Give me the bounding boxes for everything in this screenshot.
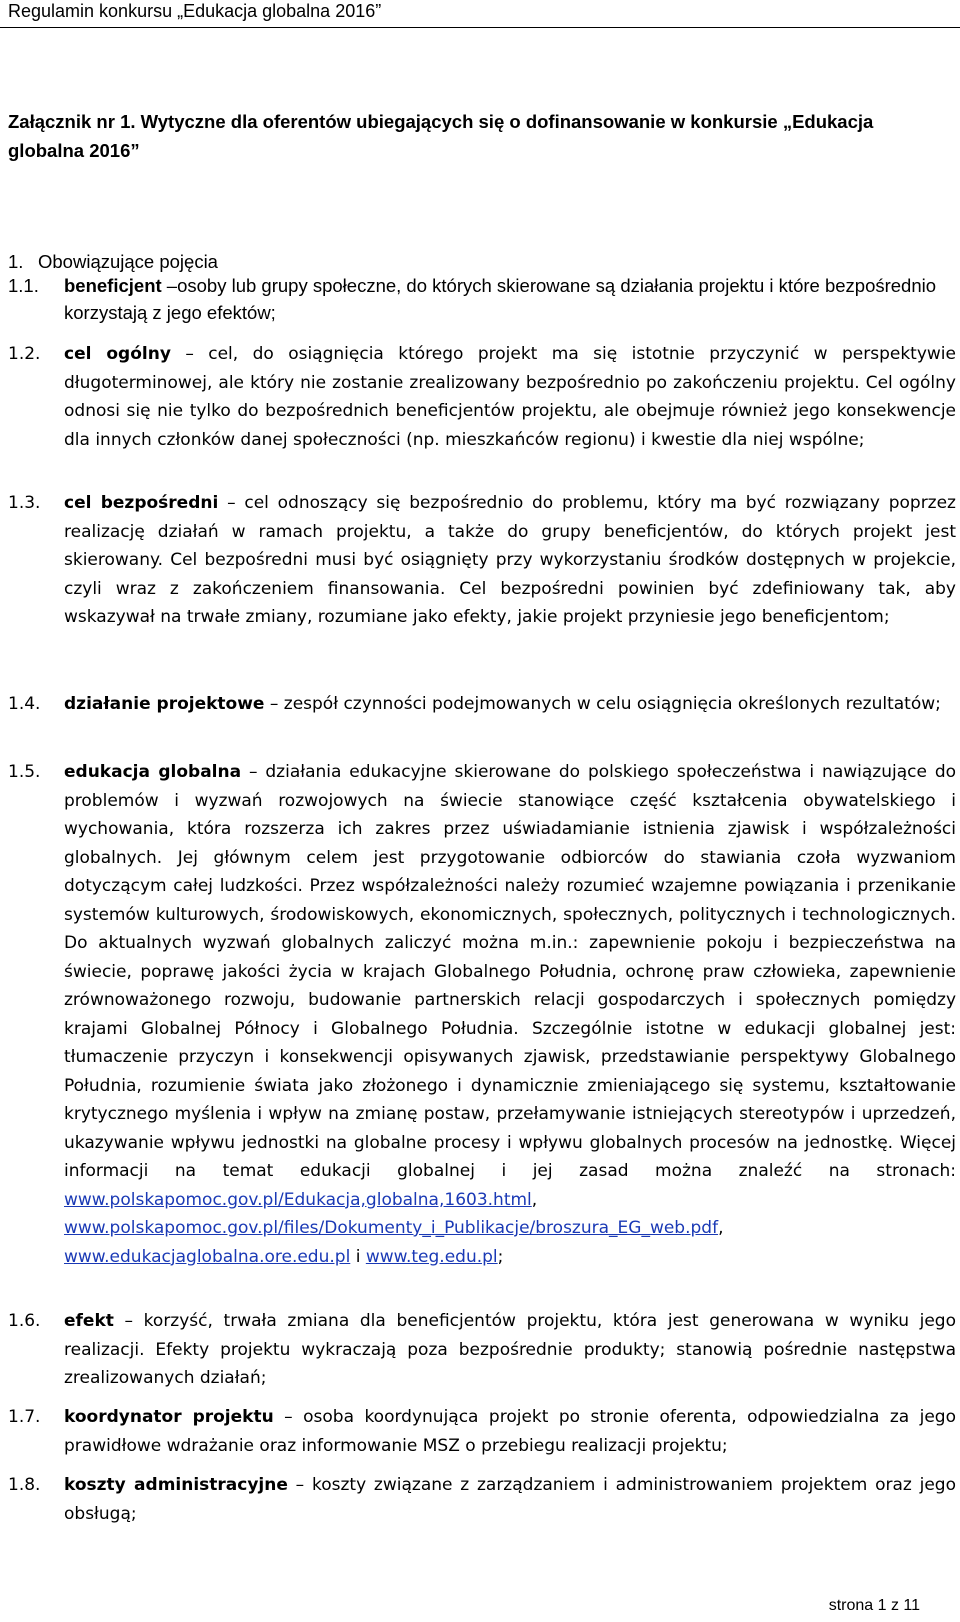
annex-title: Załącznik nr 1. Wytyczne dla oferentów ubiegających się o dofinansowanie w konkursie „Edukacja globalna 2016”: [8, 111, 874, 161]
definition-term: cel bezpośredni: [64, 493, 219, 513]
definition-item: [8, 1307, 956, 1393]
definition-item: [8, 690, 956, 719]
link-polskapomoc-edukacja[interactable]: www.polskapomoc.gov.pl/Edukacja,globalna,1603.html: [64, 1189, 532, 1210]
definition-text: – działania edukacyjne skierowane do polskiego społeczeństwa i nawiązujące do problemów i wyzwań rozwojowych na świecie stanowiące część kształcenia obywatelskiego i wychowania, która rozszerza ich zakres przez uświadamianie istnienia zjawisk i współzależności globalnych. Jej głównym celem jest przygotowanie odbiorców do stawiania czoła wyzwaniom dotyczącym całej ludzkości. Przez współzależności należy rozumieć wzajemne powiązania i przenikanie systemów kulturowych, środowiskowych, ekonomicznych, społecznych, politycznych i technologicznych. Do aktualnych wyzwań globalnych zaliczyć można m.in.: zapewnienie pokoju i bezpieczeństwa na świecie, poprawę jakości życia w krajach Globalnego Południa, ochronę praw człowieka, zapewnienie zrównoważonego rozwoju, budowanie partnerskich relacji gospodarczych i społecznych pomiędzy krajami Globalnej Północy i Globalnego Południa. Szczególnie istotne w edukacji globalnej jest: tłumaczenie przyczyn i konsekwencji opisywanych zjawisk, przedstawianie perspektywy Globalnego Południa, rozumienie świata jako złożonego i dynamicznie zmieniającego się systemu, kształtowanie krytycznego myślenia i wpływ na zmianę postaw, przełamywanie istniejących stereotypów i uprzedzeń, ukazywanie wpływu jednostki na globalne procesy i wpływu globalnych procesów na jednostkę. Więcej informacji na temat edukacji globalnej i jej zasad można znaleźć na stronach:: [64, 762, 957, 1181]
definition-number: 1.5.: [8, 762, 41, 782]
header-divider: [0, 27, 960, 28]
definition-item: [8, 340, 956, 454]
definition-text: – zespół czynności podejmowanych w celu osiągnięcia określonych rezultatów;: [264, 694, 941, 714]
definition-text: – korzyść, trwała zmiana dla beneficjentów projektu, która jest generowana w wyniku jego realizacji. Efekty projektu wykraczają poza bezpośrednie produkty; stanowią pośrednie następstwa zrealizowanych działań;: [64, 1311, 956, 1388]
definition-item: [8, 1471, 956, 1528]
definition-text: – cel, do osiągnięcia którego projekt ma się istotnie przyczynić w perspektywie długoterminowej, ale który nie zostanie zrealizowany bezpośrednio po zakończeniu projektu. Cel ogólny odnosi się nie tylko do bezpośrednich beneficjentów projektu, ale obejmuje również jego konsekwencje dla innych członków danej społeczności (np. mieszkańców regionu) i kwestie dla niej wspólne;: [64, 344, 956, 450]
definition-number: 1.3.: [8, 493, 41, 513]
definition-number: 1.7.: [8, 1407, 41, 1427]
definition-term: cel ogólny: [64, 344, 171, 364]
link-polskapomoc-broszura[interactable]: www.polskapomoc.gov.pl/files/Dokumenty_i_Publikacje/broszura_EG_web.pdf: [64, 1218, 719, 1238]
separator: ;: [497, 1246, 504, 1267]
definition-term: edukacja globalna: [64, 762, 242, 782]
definition-text: – koszty związane z zarządzaniem i administrowaniem projektem oraz jego obsługą;: [64, 1475, 956, 1524]
definition-term: efekt: [64, 1311, 114, 1331]
section-title: Obowiązujące pojęcia: [38, 251, 218, 272]
definition-text: –osoby lub grupy społeczne, do których skierowane są działania projektu i które bezpośrednio korzystają z jego efektów;: [64, 275, 937, 323]
definition-item: [8, 758, 956, 1271]
definition-number: 1.6.: [8, 1311, 41, 1331]
section-number: 1.: [8, 251, 24, 272]
definition-text: – osoba koordynująca projekt po stronie oferenta, odpowiedzialna za jego prawidłowe wdrażanie oraz informowanie MSZ o przebiegu realizacji projektu;: [64, 1407, 956, 1456]
page-number: strona 1 z 11: [828, 1597, 920, 1614]
definition-term: beneficjent: [64, 275, 162, 296]
definition-item: [8, 272, 956, 326]
document-header: Regulamin konkursu „Edukacja globalna 2016”: [8, 1, 382, 21]
separator: ,: [531, 1189, 538, 1210]
definition-term: działanie projektowe: [64, 694, 265, 714]
link-edukacjaglobalna-ore[interactable]: www.edukacjaglobalna.ore.edu.pl: [64, 1246, 351, 1267]
definition-term: koszty administracyjne: [64, 1475, 288, 1495]
definition-number: 1.1.: [8, 275, 39, 296]
definition-item: [8, 489, 956, 632]
definition-number: 1.2.: [8, 344, 41, 364]
link-teg[interactable]: www.teg.edu.pl: [365, 1246, 498, 1267]
separator: i: [350, 1246, 366, 1267]
definition-term: koordynator projektu: [64, 1407, 274, 1427]
definition-item: [8, 1403, 956, 1460]
definition-number: 1.4.: [8, 694, 41, 714]
definition-text: – cel odnoszący się bezpośrednio do problemu, który ma być rozwiązany poprzez realizację działań w ramach projektu, a także do grupy beneficjentów, do których projekt jest skierowany. Cel bezpośredni musi być osiągnięty przy wykorzystaniu środków dostępnych w projekcie, czyli wraz z zakończeniem finansowania. Cel bezpośredni powinien być zdefiniowany tak, aby wskazywał na trwałe zmiany, rozumiane jako efekty, jakie projekt przyniesie jego beneficjentom;: [64, 493, 956, 627]
definition-number: 1.8.: [8, 1475, 41, 1495]
separator: ,: [718, 1218, 724, 1238]
